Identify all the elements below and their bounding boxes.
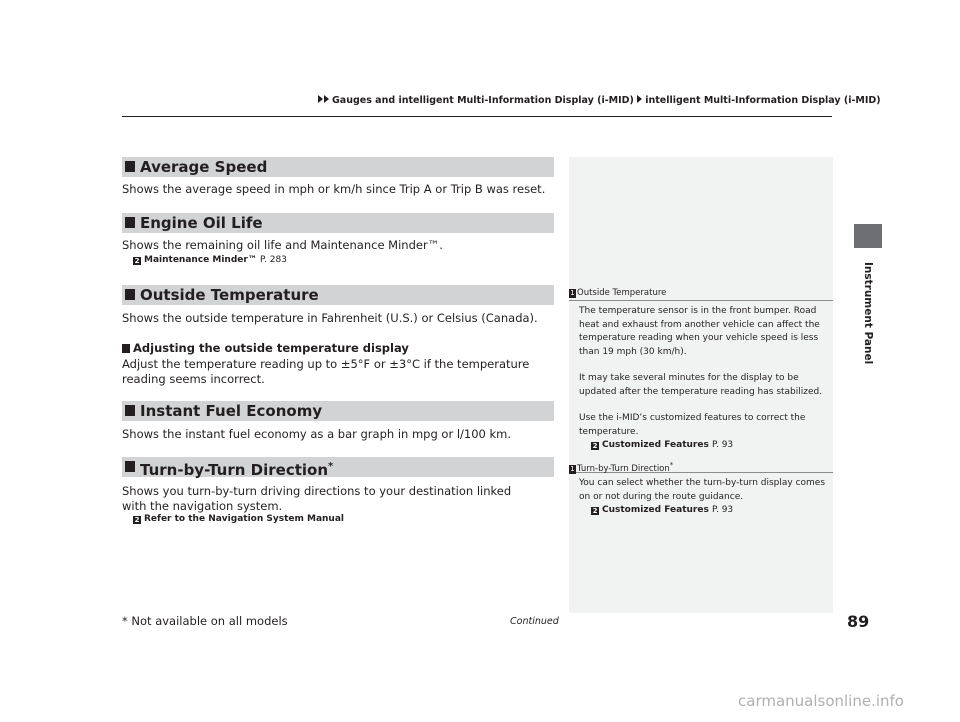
section-title: Average Speed <box>140 158 268 176</box>
page-number: 89 <box>847 612 870 631</box>
footnote: * Not available on all models <box>122 614 288 628</box>
square-bullet-icon <box>125 217 135 228</box>
footnote-mark: * <box>328 461 334 472</box>
square-bullet-icon <box>125 289 135 300</box>
outside-temperature-text: Shows the outside temperature in Fahrenheit (U.S.) or Celsius (Canada). <box>122 311 538 325</box>
header-divider <box>122 116 832 117</box>
turn-by-turn-text: Shows you turn-by-turn driving directions to your destination linked with the navigation system. <box>122 484 512 513</box>
xref-arrow-icon: 2 <box>592 507 598 515</box>
xref-arrow-icon: 2 <box>134 516 140 524</box>
breadcrumb-current[interactable]: intelligent Multi-Information Display (i-MID) <box>645 95 881 106</box>
xref-arrow-icon: 2 <box>134 257 140 265</box>
xref-navigation-manual[interactable]: 2 Refer to the Navigation System Manual <box>134 514 344 524</box>
square-bullet-icon <box>122 344 130 353</box>
sub-heading-adjust-temperature: Adjusting the outside temperature display <box>122 341 409 356</box>
note-number-icon: 1 <box>570 289 575 297</box>
watermark: carmanualsonline.info <box>738 692 904 710</box>
engine-oil-life-text: Shows the remaining oil life and Maintenance Minder™. <box>122 238 443 252</box>
breadcrumb-parent[interactable]: Gauges and intelligent Multi-Information Display (i-MID) <box>332 95 634 106</box>
average-speed-text: Shows the average speed in mph or km/h since Trip A or Trip B was reset. <box>122 182 546 196</box>
section-title: Instant Fuel Economy <box>140 402 323 420</box>
section-heading-outside-temperature <box>122 285 554 305</box>
adjust-temperature-text: Adjust the temperature reading up to ±5°F or ±3°C if the temperature reading seems incorrect. <box>122 357 530 386</box>
section-heading-instant-fuel-economy <box>122 401 554 421</box>
xref-customized-features[interactable]: 2 Customized Features P. 93 <box>592 505 734 515</box>
footnote-mark: * <box>669 460 674 469</box>
section-title: Outside Temperature <box>140 286 319 304</box>
note-outside-temperature <box>579 305 831 453</box>
chapter-label: Instrument Panel <box>862 262 874 365</box>
arrow-icon <box>637 95 642 103</box>
note-heading-outside-temperature: 1 Outside Temperature <box>569 287 833 301</box>
note-paragraph: Use the i-MID’s customized features to correct the temperature. <box>579 413 806 437</box>
note-paragraph: It may take several minutes for the display to be updated after the temperature reading has stabilized. <box>579 373 823 397</box>
continued-label: Continued <box>510 616 559 627</box>
note-paragraph: You can select whether the turn-by-turn display comes on or not during the route guidance. <box>579 478 826 502</box>
xref-customized-features[interactable]: 2 Customized Features P. 93 <box>592 440 734 450</box>
note-paragraph: The temperature sensor is in the front bumper. Road heat and exhaust from another vehicle can affect the temperature reading when your vehicle speed is less than 19 mph (30 km/h). <box>579 306 820 357</box>
square-bullet-icon <box>125 161 135 172</box>
square-bullet-icon <box>125 461 135 472</box>
arrow-icon <box>318 95 323 103</box>
breadcrumb <box>318 95 881 106</box>
section-heading-turn-by-turn <box>122 457 554 477</box>
chapter-tab <box>854 224 882 248</box>
section-title: Engine Oil Life <box>140 214 263 232</box>
note-number-icon: 1 <box>570 464 575 473</box>
note-turn-by-turn <box>579 477 831 518</box>
square-bullet-icon <box>125 405 135 416</box>
xref-arrow-icon: 2 <box>592 442 598 450</box>
note-heading-turn-by-turn: 1 Turn-by-Turn Direction* <box>569 459 833 473</box>
section-title: Turn-by-Turn Direction* <box>140 461 334 479</box>
instant-fuel-economy-text: Shows the instant fuel economy as a bar graph in mpg or l/100 km. <box>122 427 512 441</box>
section-heading-engine-oil-life <box>122 213 554 233</box>
section-heading-average-speed <box>122 157 554 177</box>
xref-maintenance-minder[interactable]: 2 Maintenance Minder™ P. 283 <box>134 255 287 265</box>
arrow-icon <box>324 95 329 103</box>
